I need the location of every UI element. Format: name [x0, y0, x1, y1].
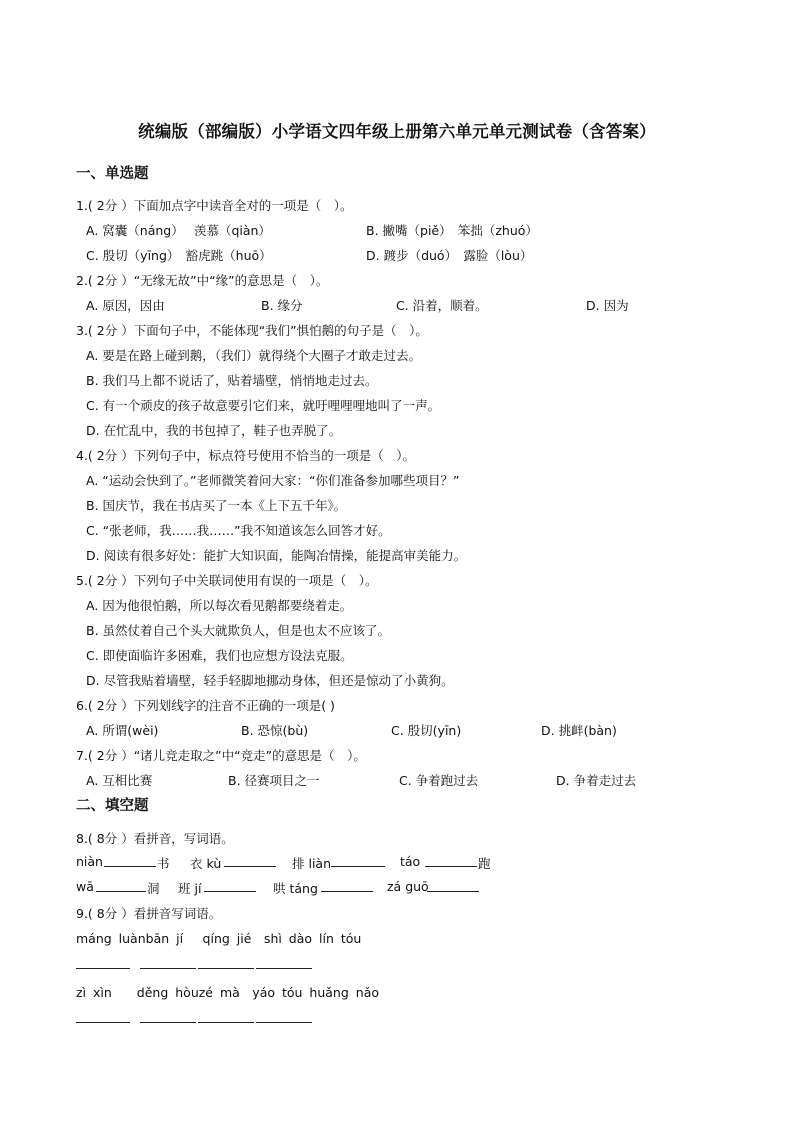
- question-6-option-d: D. 挑衅(bàn): [541, 723, 617, 738]
- question-3-option-b: B. 我们马上都不说话了，贴着墙壁，悄悄地走过去。: [86, 373, 378, 388]
- question-1-option-c: C. 殷切（yīng） 豁虎跳（huō）: [86, 248, 272, 263]
- question-5-option-a: A. 因为他很怕鹅，所以每次看见鹅都要绕着走。: [86, 598, 353, 613]
- question-1-option-b: B. 撇嘴（piě） 笨拙（zhuó）: [366, 223, 538, 238]
- question-2-option-c: C. 沿着，顺着。: [396, 298, 488, 313]
- question-7-option-b: B. 径赛项目之一: [228, 773, 320, 788]
- question-5-stem: 5.( 2分 ）下列句子中关联词使用有误的一项是（ ）。: [76, 573, 378, 588]
- pinyin-pai-lian: 排 liàn: [292, 856, 332, 871]
- word-dong: 洞: [147, 881, 160, 896]
- word-pao: 跑: [478, 856, 491, 871]
- question-5-option-d: D. 尽管我贴着墙壁，轻手轻脚地挪动身体，但还是惊动了小黄狗。: [86, 673, 454, 688]
- question-5-option-b: B. 虽然仗着自己个头大就欺负人，但是也太不应该了。: [86, 623, 391, 638]
- question-8-stem: 8.( 8分 ）看拼音，写词语。: [76, 831, 234, 846]
- answer-blank[interactable]: [204, 891, 256, 892]
- word-shu: 书: [157, 856, 170, 871]
- question-3-stem: 3.( 2分 ）下面句子中，不能体现“我们”惧怕鹅的句子是（ ）。: [76, 323, 428, 338]
- question-2-stem: 2.( 2分 ）“无缘无故”中“缘”的意思是（ ）。: [76, 273, 329, 288]
- question-2-option-a: A. 原因，因由: [86, 298, 165, 313]
- pinyin-yi-ku: 衣 kù: [190, 856, 222, 871]
- section-heading-fill-blank: 二、填空题: [76, 798, 149, 814]
- pinyin-hong-tang: 哄 táng: [273, 881, 318, 896]
- pinyin-wa: wā: [76, 879, 94, 894]
- question-4-option-d: D. 阅读有很多好处：能扩大知识面，能陶冶情操，能提高审美能力。: [86, 548, 467, 563]
- answer-blank[interactable]: [427, 891, 479, 892]
- question-7-stem: 7.( 2分 ）“诸儿竞走取之”中“竞走”的意思是（ ）。: [76, 748, 366, 763]
- answer-blank[interactable]: [104, 866, 156, 867]
- answer-blank[interactable]: [140, 968, 196, 969]
- question-4-option-c: C. “张老师，我……我……”我不知道该怎么回答才好。: [86, 523, 391, 538]
- answer-blank[interactable]: [256, 1022, 312, 1023]
- question-3-option-a: A. 要是在路上碰到鹅，（我们）就得绕个大圈子才敢走过去。: [86, 348, 422, 363]
- question-4-option-a: A. “运动会快到了。”老师微笑着问大家：“你们准备参加哪些项目？”: [86, 473, 460, 488]
- question-2-option-d: D. 因为: [586, 298, 629, 313]
- answer-blank[interactable]: [96, 891, 146, 892]
- question-5-option-c: C. 即使面临许多困难，我们也应想方设法克服。: [86, 648, 353, 663]
- answer-blank[interactable]: [76, 968, 130, 969]
- question-4-option-b: B. 国庆节，我在书店买了一本《上下五千年》。: [86, 498, 347, 513]
- section-heading-single-choice: 一、单选题: [76, 166, 149, 182]
- question-4-stem: 4.( 2分 ）下列句子中，标点符号使用不恰当的一项是（ ）。: [76, 448, 415, 463]
- answer-blank[interactable]: [140, 1022, 196, 1023]
- answer-blank[interactable]: [198, 1022, 254, 1023]
- pinyin-nian: niàn: [76, 854, 103, 869]
- question-6-option-b: B. 恐惊(bù): [241, 723, 309, 738]
- answer-blank[interactable]: [76, 1022, 130, 1023]
- question-9-stem: 9.( 8分 ）看拼音写词语。: [76, 906, 222, 921]
- pinyin-row-2: zì xìn děng hòuzé mà yáo tóu huǎng nǎo: [76, 985, 379, 1000]
- question-3-option-d: D. 在忙乱中，我的书包掉了，鞋子也弄脱了。: [86, 423, 342, 438]
- question-1-stem: 1.( 2分 ）下面加点字中读音全对的一项是（ ）。: [76, 198, 353, 213]
- question-7-option-a: A. 互相比赛: [86, 773, 153, 788]
- question-7-option-c: C. 争着跑过去: [399, 773, 479, 788]
- question-1-option-a: A. 窝囊（náng） 羡慕（qiàn）: [86, 223, 271, 238]
- question-1-option-d: D. 踱步（duó） 露脸（lòu）: [366, 248, 533, 263]
- question-6-option-c: C. 殷切(yīn): [391, 723, 462, 738]
- pinyin-tao: táo: [400, 854, 421, 869]
- question-6-option-a: A. 所谓(wèi): [86, 723, 159, 738]
- answer-blank[interactable]: [425, 866, 477, 867]
- pinyin-ban-ji: 班 jí: [178, 881, 202, 896]
- answer-blank[interactable]: [256, 968, 312, 969]
- question-3-option-c: C. 有一个顽皮的孩子故意要引它们来，就吁哩哩哩地叫了一声。: [86, 398, 441, 413]
- answer-blank[interactable]: [321, 891, 373, 892]
- answer-blank[interactable]: [331, 866, 385, 867]
- question-7-option-d: D. 争着走过去: [556, 773, 637, 788]
- question-6-stem: 6.( 2分 ）下列划线字的注音不正确的一项是( ): [76, 698, 335, 713]
- pinyin-row-1: máng luànbān jí qíng jié shì dào lín tóu: [76, 931, 362, 946]
- page-title: 统编版（部编版）小学语文四年级上册第六单元单元测试卷（含答案）: [138, 122, 656, 141]
- question-2-option-b: B. 缘分: [261, 298, 303, 313]
- pinyin-za-guo: zá guō: [387, 879, 429, 894]
- answer-blank[interactable]: [198, 968, 254, 969]
- answer-blank[interactable]: [224, 866, 276, 867]
